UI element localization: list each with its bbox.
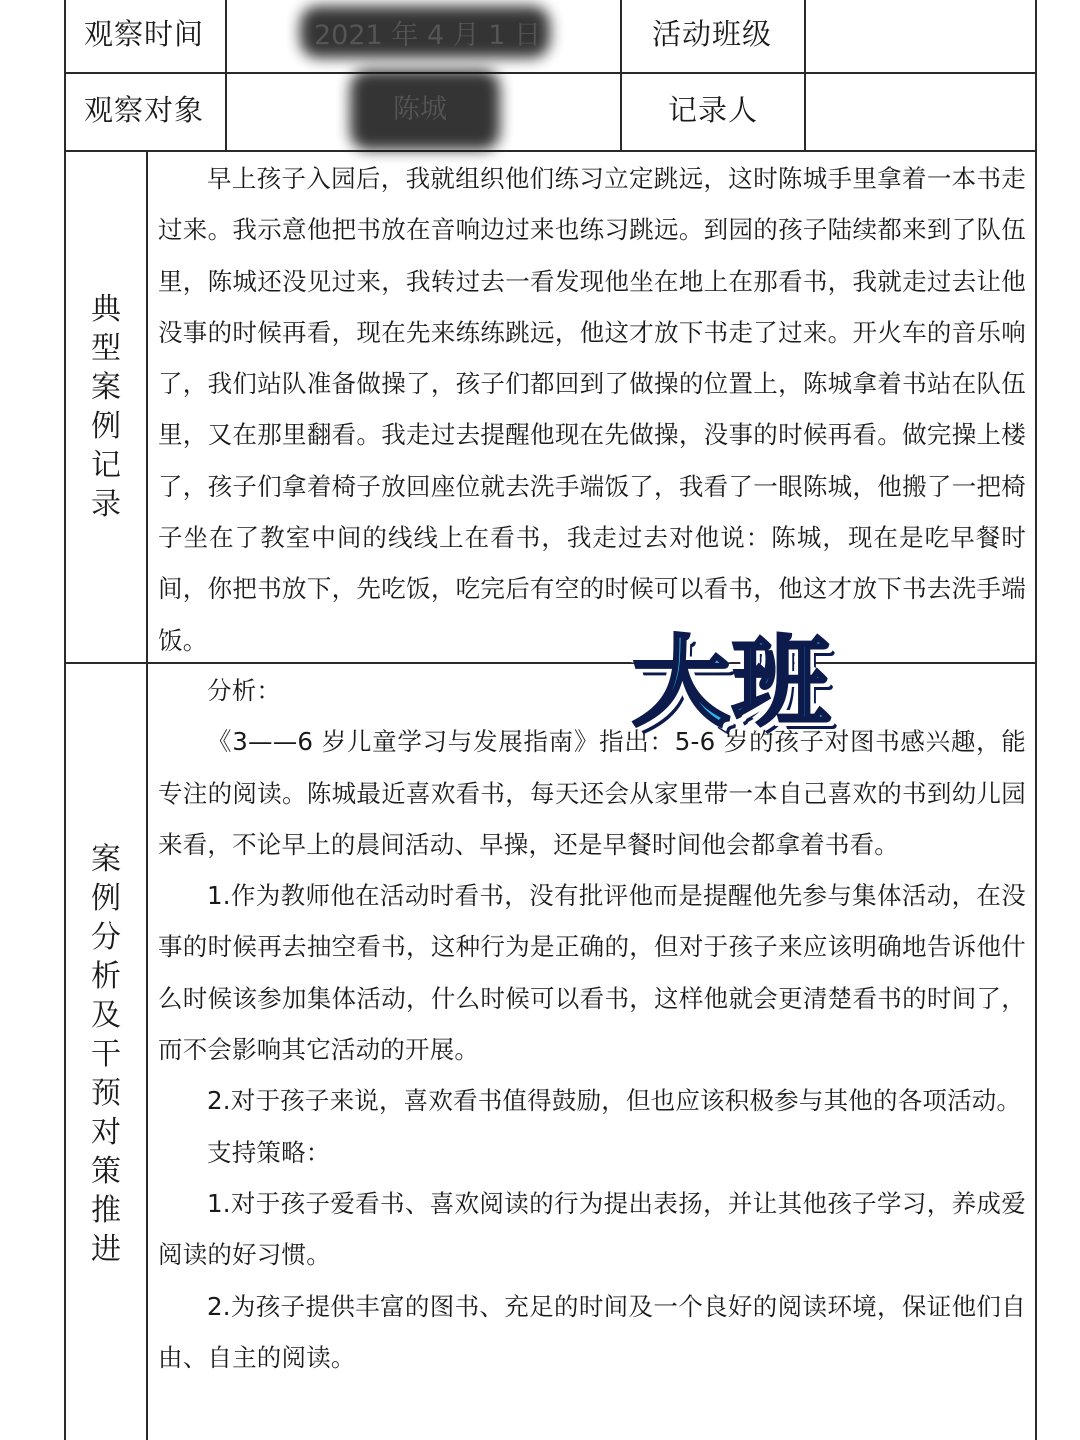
strategy-paragraph: 1.对于孩子爱看书、喜欢阅读的行为提出表扬，并让其他孩子学习，养成爱阅读的好习惯。: [158, 1188, 1026, 1270]
table-border: [1035, 0, 1037, 1440]
table-border: [64, 72, 1036, 74]
case-record-text: [158, 153, 1026, 666]
table-border: [620, 0, 622, 150]
strategy-paragraph: 2.为孩子提供丰富的图书、充足的时间及一个良好的阅读环境，保证他们自由、自主的阅读。: [158, 1291, 1026, 1372]
observe-target-label: 观察对象: [84, 93, 205, 127]
case-record-label: 典型案例记录: [91, 292, 121, 522]
analysis-paragraph: 1.作为教师他在活动时看书，没有批评他而是提醒他先参与集体活动，在没事的时候再去抽空看书，这种行为是正确的，但对于孩子来应该明确地告诉他什么时候该参加集体活动，什么时候可以看书，这样他就会更清楚看书的时间了，而不会影响其它活动的开展。: [158, 881, 1026, 1065]
recorder-label: 记录人: [668, 93, 759, 127]
analysis-heading: 分析：: [207, 676, 282, 705]
observe-target-value: 陈城: [393, 94, 447, 125]
case-analysis-text: [158, 665, 1026, 1383]
table-border: [146, 150, 148, 1440]
table-border: [225, 0, 227, 150]
analysis-paragraph: 《3——6 岁儿童学习与发展指南》指出：5-6 岁的孩子对图书感兴趣，能专注的阅读。陈城最近喜欢看书，每天还会从家里带一本自己喜欢的书到幼儿园来看，不论早上的晨间活动、早操，还是早餐时间他会都拿着书看。: [158, 727, 1026, 859]
analysis-paragraph: 2.对于孩子来说，喜欢看书值得鼓励，但也应该积极参与其他的各项活动。: [207, 1086, 1022, 1116]
strategy-heading: 支持策略：: [207, 1137, 331, 1167]
table-border: [64, 150, 1036, 152]
table-border: [804, 0, 806, 150]
case-record-paragraph: 早上孩子入园后，我就组织他们练习立定跳远，这时陈城手里拿着一本书走过来。我示意他把书放在音响边过来也练习跳远。到园的孩子陆续都来到了队伍里，陈城还没见过来，我转过去一看发现他坐在地上在那看书，我就走过去让他没事的时候再看，现在先来练练跳远，他这才放下书走了过来。开火车的音乐响了，我们站队准备做操了，孩子们都回到了做操的位置上，陈城拿着书站在队伍里，又在那里翻看。我走过去提醒他现在先做操，没事的时候再看。做完操上楼了，孩子们拿着椅子放回座位就去洗手端饭了，我看了一眼陈城，他搬了一把椅子坐在了教室中间的线线上在看书，我走过去对他说：陈城，现在是吃早餐时间，你把书放下，先吃饭，吃完后有空的时候可以看书，他这才放下书去洗手端饭。: [158, 164, 1026, 655]
observe-time-value: 2021 年 4 月 1 日: [314, 20, 541, 51]
table-border: [64, 0, 66, 1440]
class-label: 活动班级: [652, 17, 773, 51]
case-analysis-label: 案例分析及干预对策推进: [91, 842, 121, 1267]
class-level-sticker: 大班: [632, 626, 833, 740]
observe-time-label: 观察时间: [84, 17, 205, 51]
